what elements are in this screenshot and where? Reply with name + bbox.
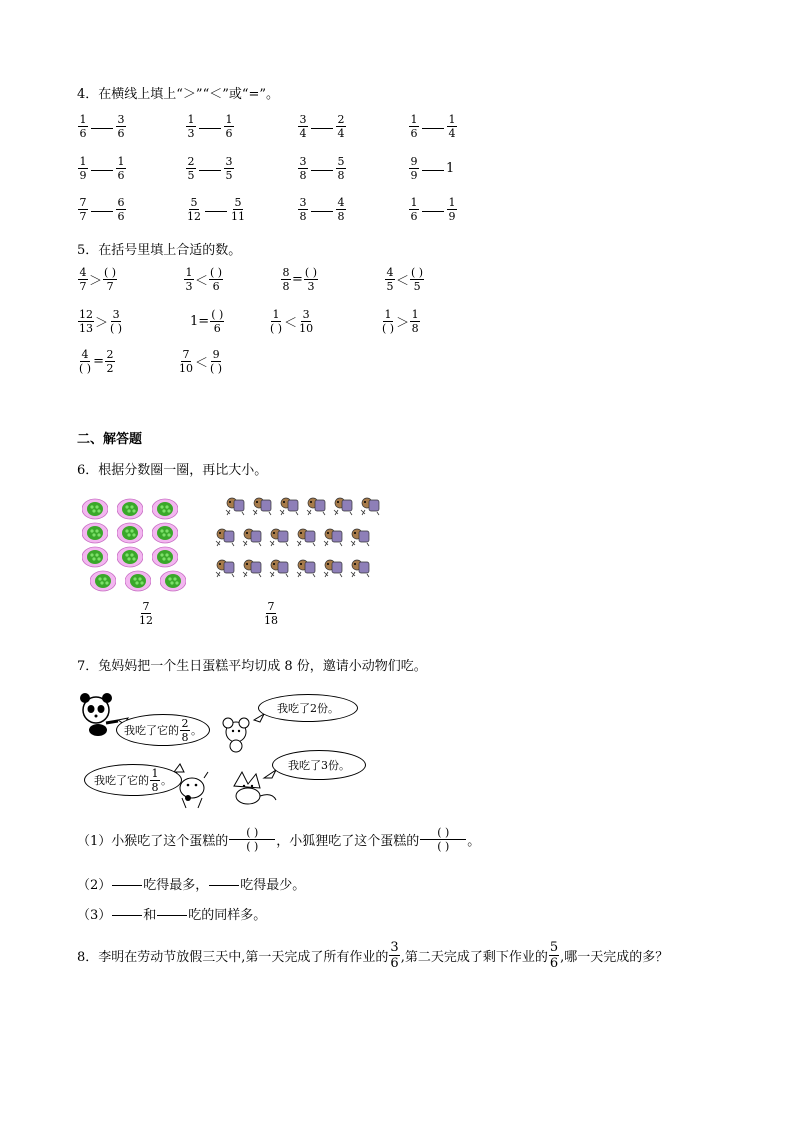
ant-icon — [224, 494, 248, 516]
fraction: 5 12 — [187, 196, 201, 223]
fraction: 1 6 — [410, 196, 418, 223]
q7-sub2: （2） 吃得最多， 吃得最少。 — [77, 878, 306, 893]
ant-icon — [241, 556, 265, 578]
q4-compare-item — [297, 196, 347, 223]
fraction: 3 6 — [117, 113, 125, 140]
answer-blank-most[interactable] — [112, 885, 142, 886]
flower-icon — [152, 546, 178, 568]
q4-compare-item — [297, 155, 347, 182]
ant-icon — [322, 525, 346, 547]
fraction: 1 6 — [410, 113, 418, 140]
q5-item-r2c1: 12 13 ＞ 3 ( ) — [79, 308, 123, 335]
q4-compare-item — [77, 113, 127, 140]
answer-blank-same-2[interactable] — [157, 915, 187, 916]
fraction: 6 6 — [117, 196, 125, 223]
fraction: 1 9 — [79, 155, 87, 182]
ant-icon — [214, 556, 238, 578]
q6-fraction-right: $\frac{7}{18}$ — [264, 600, 278, 627]
ant-icon — [332, 494, 356, 516]
q7-sub3: （3） 和 吃的同样多。 — [77, 908, 267, 923]
q5-item-r3c1: 4 ( ) = $\frac{2}{2}$ — [79, 348, 114, 375]
fraction: 5 8 — [337, 155, 345, 182]
fraction: 3 5 — [225, 155, 233, 182]
q4-compare-item — [185, 196, 247, 223]
q5-item-r2c3: 1 ( ) ＜ 3 10 — [270, 308, 314, 335]
fraction: 4 8 — [337, 196, 345, 223]
fraction: 9 9 — [410, 155, 418, 182]
answer-blank[interactable] — [91, 170, 113, 171]
q4-compare-item — [297, 113, 347, 140]
fraction: 1 6 — [225, 113, 233, 140]
answer-blank[interactable] — [91, 211, 113, 212]
fraction: 3 4 — [299, 113, 307, 140]
flower-icon — [82, 546, 108, 568]
answer-blank[interactable] — [422, 128, 444, 129]
cow-speech-bubble: 我吃了它的 1 8 。 — [84, 764, 182, 796]
flower-icon — [117, 498, 143, 520]
ant-icon — [295, 556, 319, 578]
flower-icon — [82, 522, 108, 544]
q5-title: 5．在括号里填上合适的数。 — [77, 243, 242, 258]
fraction: 1 3 — [187, 113, 195, 140]
flower-icon — [125, 570, 151, 592]
q5-item-r2c4: 1 ( ) ＞ 1 8 — [382, 308, 419, 335]
fraction: 3 8 — [299, 155, 307, 182]
q7-title: 7．兔妈妈把一个生日蛋糕平均切成 8 份，邀请小动物们吃。 — [77, 659, 427, 674]
flower-icon — [117, 546, 143, 568]
q5-item-r3c2: 7 10 ＜ 9 ( ) — [179, 348, 223, 375]
answer-blank[interactable] — [422, 170, 444, 171]
q5-item-r1c3: $\frac{8}{8}$ = ( ) 3 — [282, 266, 317, 293]
answer-blank-fox[interactable]: ( ) ( ) — [420, 826, 466, 853]
fraction: 3 8 — [299, 196, 307, 223]
q4-compare-item — [185, 113, 235, 140]
answer-blank[interactable] — [311, 211, 333, 212]
q6-fraction-left: $\frac{7}{12}$ — [139, 600, 153, 627]
answer-blank[interactable] — [311, 128, 333, 129]
flower-icon — [160, 570, 186, 592]
q5-item-r1c4: 4 5 ＜ ( ) 5 — [386, 266, 424, 293]
q4-compare-item — [77, 155, 127, 182]
fraction: 1 4 — [448, 113, 456, 140]
flower-icon — [82, 498, 108, 520]
fraction: 2 5 — [187, 155, 195, 182]
fox-speech-bubble: 我吃了3份。 — [272, 750, 366, 780]
flower-icon — [117, 522, 143, 544]
answer-blank[interactable] — [311, 170, 333, 171]
ant-icon — [241, 525, 265, 547]
fraction: 7 7 — [79, 196, 87, 223]
fraction: 1 6 — [79, 113, 87, 140]
q4-compare-item — [408, 113, 458, 140]
fraction: 1 9 — [448, 196, 456, 223]
ant-icon — [268, 556, 292, 578]
ant-icon — [295, 525, 319, 547]
answer-blank-least[interactable] — [209, 885, 239, 886]
panda-speech-bubble: 我吃了它的 2 8 。 — [116, 714, 210, 746]
answer-blank[interactable] — [91, 128, 113, 129]
ant-icon — [359, 494, 383, 516]
fraction: 1 6 — [117, 155, 125, 182]
q4-compare-item — [408, 196, 458, 223]
q4-compare-item — [408, 155, 454, 182]
q8-question: 8．李明在劳动节放假三天中,第一天完成了所有作业的 3 6 ,第二天完成了剩下作业的 5 6 ,哪一天完成的多？ — [77, 940, 669, 971]
answer-blank[interactable] — [199, 170, 221, 171]
flower-icon — [152, 522, 178, 544]
q5-item-r2c2: 1 = ( ) 6 — [190, 308, 224, 335]
answer-blank-monkey[interactable]: ( ) ( ) — [229, 826, 275, 853]
ant-icon — [322, 556, 346, 578]
ant-icon — [349, 525, 373, 547]
monkey-speech-bubble: 我吃了2份。 — [258, 694, 358, 722]
ant-icon — [278, 494, 302, 516]
answer-blank[interactable] — [199, 128, 221, 129]
q4-compare-item — [77, 196, 127, 223]
q4-title: 4．在横线上填上“＞”“＜”或“=”。 — [77, 87, 280, 102]
flower-icon — [90, 570, 116, 592]
q5-item-r1c1: 4 7 ＞ ( ) 7 — [79, 266, 117, 293]
ant-icon — [305, 494, 329, 516]
fraction: 5 11 — [231, 196, 245, 223]
monkey-icon — [223, 718, 249, 752]
answer-blank[interactable] — [205, 211, 227, 212]
q7-sub1: （1）小猴吃了这个蛋糕的 ( ) ( ) ，小狐狸吃了这个蛋糕的 ( ) ( ) 。 — [77, 826, 481, 853]
section-title: 二、解答题 — [77, 432, 143, 447]
ant-icon — [214, 525, 238, 547]
flower-icon — [152, 498, 178, 520]
fraction: 2 4 — [337, 113, 345, 140]
q5-item-r1c2: 1 3 ＜ ( ) 6 — [185, 266, 223, 293]
answer-blank[interactable] — [422, 211, 444, 212]
ant-icon — [268, 525, 292, 547]
number: 1 — [446, 161, 455, 176]
q6-title: 6．根据分数圈一圈，再比大小。 — [77, 463, 268, 478]
panda-icon — [80, 693, 118, 736]
ant-icon — [349, 556, 373, 578]
answer-blank-same-1[interactable] — [112, 915, 142, 916]
ant-icon — [251, 494, 275, 516]
q4-compare-item — [185, 155, 235, 182]
